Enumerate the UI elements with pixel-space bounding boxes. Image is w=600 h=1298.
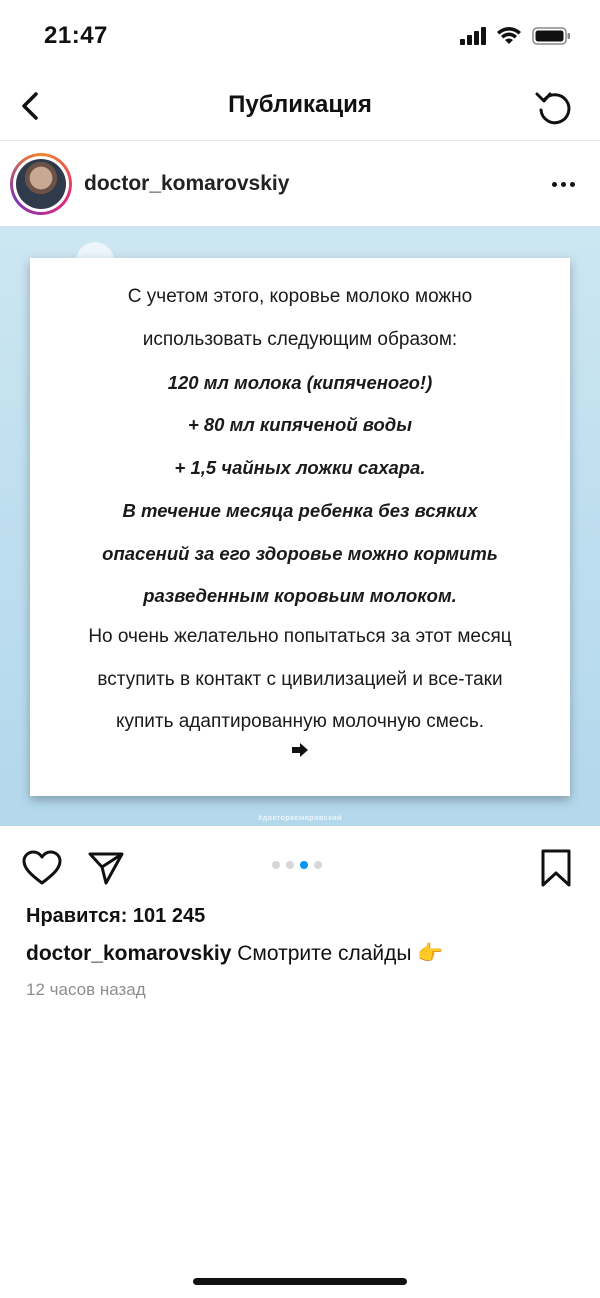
more-icon [552,182,557,187]
image-hashtag: #докторкомаровский [258,813,342,822]
refresh-button[interactable] [532,84,576,128]
likes-count[interactable]: Нравится: 101 245 [26,905,206,927]
refresh-icon [532,84,576,128]
caption-text: Смотрите слайды 👉 [231,942,444,965]
card-line: В течение месяца ребенка без всяких [122,500,478,521]
text-card [30,258,570,796]
wifi-icon [496,26,522,46]
carousel-dot-active [300,861,308,869]
carousel-dot [314,861,322,869]
arrow-right-icon [290,742,310,758]
card-line: С учетом этого, коровье молоко можно [127,286,473,307]
page-title: Публикация [228,91,372,118]
post-header [0,142,600,226]
card-line: 120 мл молока (кипяченого!) [167,372,433,393]
carousel-dot [286,861,294,869]
nav-bar [0,74,600,140]
card-line: купить адаптированную молочную смесь. [115,711,485,732]
post-image[interactable] [0,226,600,826]
action-bar [0,826,600,906]
more-icon-dot [570,182,575,187]
caption [26,942,444,966]
like-button[interactable] [20,846,64,890]
signal-icon [460,27,486,45]
card-line: Но очень желательно попытаться за этот месяц [88,626,512,647]
status-bar [0,0,600,74]
home-indicator[interactable] [193,1278,407,1285]
avatar[interactable] [10,153,72,215]
heart-icon [20,846,64,890]
bookmark-icon [540,848,572,888]
nav-divider [0,140,600,141]
battery-icon [532,26,572,46]
more-options-button[interactable] [548,174,578,194]
share-button[interactable] [86,848,126,888]
card-line: + 80 мл кипяченой воды [187,414,413,435]
save-button[interactable] [540,848,572,888]
carousel-dot [272,861,280,869]
more-icon-dot [561,182,566,187]
post-username[interactable]: doctor_komarovskiy [84,172,290,195]
status-icons [460,26,572,46]
card-line: + 1,5 чайных ложки сахара. [174,457,426,478]
carousel-indicator [272,861,322,869]
status-time: 21:47 [44,22,108,49]
card-line: вступить в контакт с цивилизацией и все-таки [97,669,503,690]
card-line: опасений за его здоровье можно кормить [102,543,498,564]
share-icon [86,848,126,888]
avatar-photo [16,159,66,209]
card-line: разведенным коровьим молоком. [143,585,457,606]
avatar-image-frame [13,156,69,212]
caption-username[interactable]: doctor_komarovskiy [26,942,232,965]
post-timestamp: 12 часов назад [26,980,146,999]
card-line: использовать следующим образом: [142,329,458,350]
